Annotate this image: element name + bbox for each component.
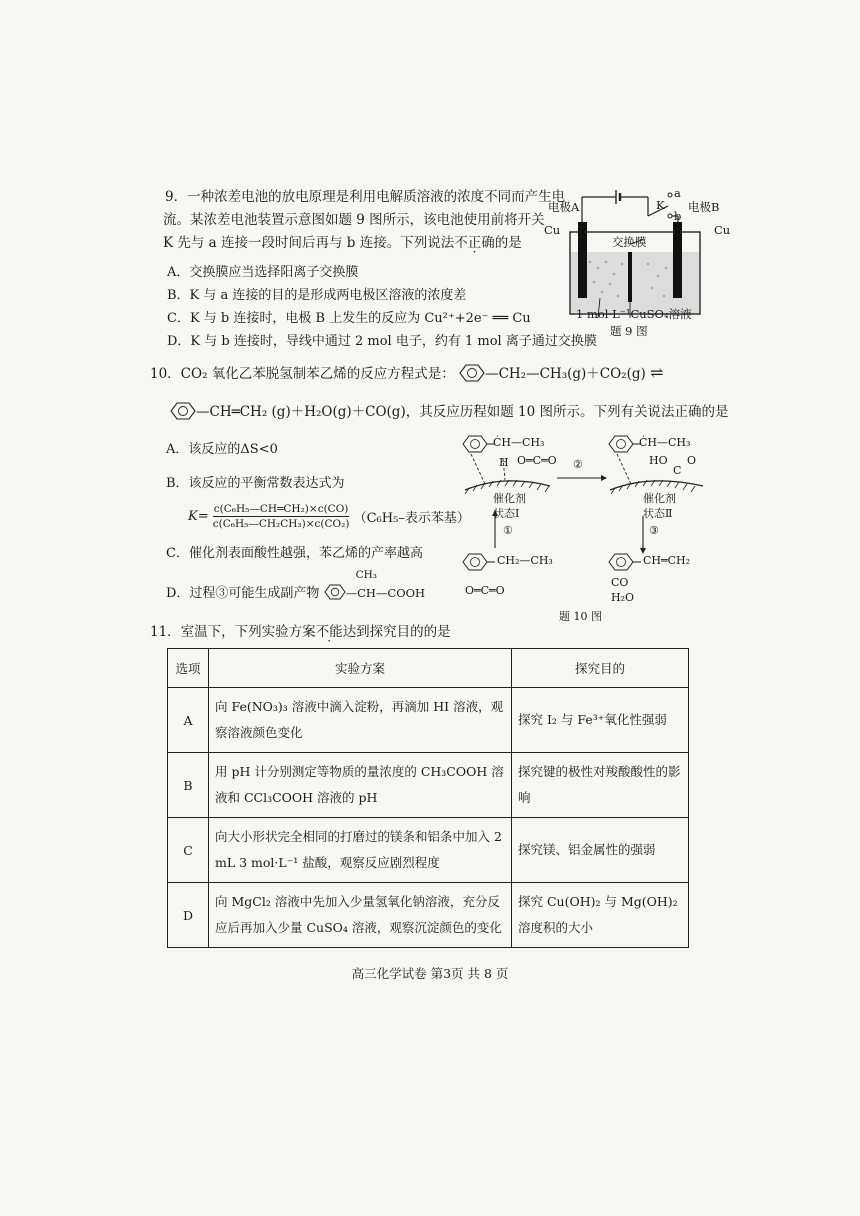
table-row: [168, 818, 689, 883]
benzene-ring-icon: [324, 584, 346, 600]
state1-label: 状态Ⅰ: [493, 507, 520, 520]
cu-left-label: Cu: [544, 223, 561, 237]
q11-stem-a: 11．室温下，下列实验方案: [150, 624, 316, 640]
benzene-ring-icon: [170, 402, 196, 420]
header-option: 选项: [168, 649, 209, 688]
k-denominator: c(C₆H₅—CH₂CH₃)×c(CO₂): [212, 518, 350, 530]
state1-hydrogen: H: [499, 456, 509, 469]
question-11-stem: [150, 620, 451, 640]
header-plan: 实验方案: [209, 649, 512, 688]
q11-stem-c: 达到探究目的的是: [342, 624, 451, 640]
state2-carbon: C: [673, 464, 682, 477]
solution-label: 1 mol·L⁻¹CuSO₄溶液: [576, 307, 692, 321]
q10-stem-text: 10．CO₂ 氧化乙苯脱氢制苯乙烯的反应方程式是：: [150, 366, 455, 382]
electrode-a-label: 电极A: [548, 200, 580, 214]
catalyst2-label: 催化剂: [643, 492, 676, 505]
table-row: [168, 688, 689, 753]
state2-oxygen: O: [687, 454, 697, 467]
figure-10: [455, 430, 715, 625]
q10-reactant-formula: —CH₂—CH₃(g)＋CO₂(g): [485, 366, 646, 382]
row-goal: 探究镁、铝金属性的强弱: [512, 818, 689, 883]
q9-stem-line3: [163, 231, 522, 251]
catalyst1-label: 催化剂: [493, 492, 526, 505]
equilibrium-arrow-icon: ⇌: [650, 363, 664, 382]
q10-stem-line1: [150, 362, 663, 382]
step2-label: ②: [573, 458, 583, 471]
option-d-formula: —CH—COOH: [345, 586, 426, 600]
product-co: CO: [611, 576, 629, 589]
row-plan: 向 Fe(NO₃)₃ 溶液中滴入淀粉，再滴加 HI 溶液，观察溶液颜色变化: [209, 688, 512, 753]
state1-carbocation: ĊH—CH₃: [493, 436, 545, 449]
q10-option-b: B．该反应的平衡常数表达式为: [166, 476, 345, 491]
q10-option-d-text: D．过程③可能生成副产物: [166, 586, 320, 601]
row-option: B: [168, 753, 209, 818]
row-option: D: [168, 883, 209, 948]
k-numerator: c(C₆H₅—CH═CH₂)×c(CO): [213, 503, 349, 515]
product-h2o: H₂O: [611, 591, 635, 604]
state2-carbocation: ĊH—CH₃: [639, 436, 691, 449]
experiment-table: [167, 648, 689, 948]
q9-stem-line1: 9．一种浓差电池的放电原理是利用电解质溶液的浓度不同而产生电: [165, 189, 566, 205]
switch-k-label: K: [656, 198, 665, 212]
header-goal: 探究目的: [512, 649, 689, 688]
state1-co2: O═C═O: [517, 454, 557, 467]
k-note: （C₆H₅–表示苯基）: [353, 511, 470, 526]
switch-b-label: b: [674, 209, 682, 223]
q10-option-a: A．该反应的ΔS<0: [166, 442, 278, 457]
q11-emphasis: 不能: [315, 624, 343, 640]
benzene-ring-icon: [459, 364, 485, 382]
row-plan: 向大小形状完全相同的打磨过的镁条和铝条中加入 2 mL 3 mol·L⁻¹ 盐酸，观察反应剧烈程度: [209, 818, 512, 883]
q10-product-formula: —CH═CH₂ (g)＋H₂O(g)＋CO(g)，其反应历程如题 10 图所示。下列有关说法正确的是: [196, 404, 729, 420]
row-option: C: [168, 818, 209, 883]
table-header-row: [168, 649, 689, 688]
step3-label: ③: [649, 524, 659, 537]
membrane-label: 交换膜: [612, 235, 647, 249]
q10-option-c: C．催化剂表面酸性越强，苯乙烯的产率越高: [166, 546, 423, 561]
q9-option-d: D．K 与 b 连接时，导线中通过 2 mol 电子，约有 1 mol 离子通过交换膜: [167, 334, 597, 349]
switch-a-label: a: [674, 186, 681, 200]
q9-option-c: C．K 与 b 连接时，电极 B 上发生的反应为 Cu²⁺+2e⁻ ══ Cu: [167, 311, 531, 326]
state2-label: 状态Ⅱ: [643, 507, 673, 520]
q9-option-a: A．交换膜应当选择阳离子交换膜: [167, 265, 359, 280]
q9-option-b: B．K 与 a 连接的目的是形成两电极区溶液的浓度差: [167, 288, 467, 303]
page-footer: 高三化学试卷 第3页 共 8 页: [351, 966, 509, 981]
q9-stem-line3c: 的是: [494, 235, 522, 251]
figure-9: [540, 184, 740, 344]
q9-stem-line3a: K 先与 a 连接一段时间后再与 b 连接。下列说法: [163, 235, 455, 251]
step1-label: ①: [503, 524, 513, 537]
cu-right-label: Cu: [714, 223, 731, 237]
figure-9-caption: 题 9 图: [610, 324, 648, 338]
row-option: A: [168, 688, 209, 753]
figure-10-caption: 题 10 图: [559, 610, 602, 623]
row-goal: 探究键的极性对羧酸酸性的影响: [512, 753, 689, 818]
row-goal: 探究 Cu(OH)₂ 与 Mg(OH)₂ 溶度积的大小: [512, 883, 689, 948]
option-d-ch3: CH₃: [355, 569, 377, 581]
q9-emphasis: 不正确: [454, 235, 495, 251]
reactant-co2: O═C═O: [465, 584, 505, 597]
electrode-b-label: 电极B: [688, 200, 720, 214]
styrene-chain: CH═CH₂: [643, 554, 691, 567]
state2-ho: HO: [649, 454, 668, 467]
q10-k-expression: [188, 502, 470, 531]
k-label: K=: [188, 509, 209, 524]
row-plan: 向 MgCl₂ 溶液中先加入少量氢氧化钠溶液，充分反应后再加入少量 CuSO₄ 溶液，观察沉淀颜色的变化: [209, 883, 512, 948]
q9-stem-line2: 流。某浓差电池装置示意图如题 9 图所示，该电池使用前将开关: [163, 212, 545, 228]
row-plan: 用 pH 计分别测定等物质的量浓度的 CH₃COOH 溶液和 CCl₃COOH 溶液的 pH: [209, 753, 512, 818]
q10-stem-line2: [170, 400, 728, 420]
q10-option-d: [166, 569, 434, 601]
ethylbenzene-chain: CH₂—CH₃: [497, 554, 553, 567]
row-goal: 探究 I₂ 与 Fe³⁺氧化性强弱: [512, 688, 689, 753]
table-row: [168, 883, 689, 948]
table-row: [168, 753, 689, 818]
